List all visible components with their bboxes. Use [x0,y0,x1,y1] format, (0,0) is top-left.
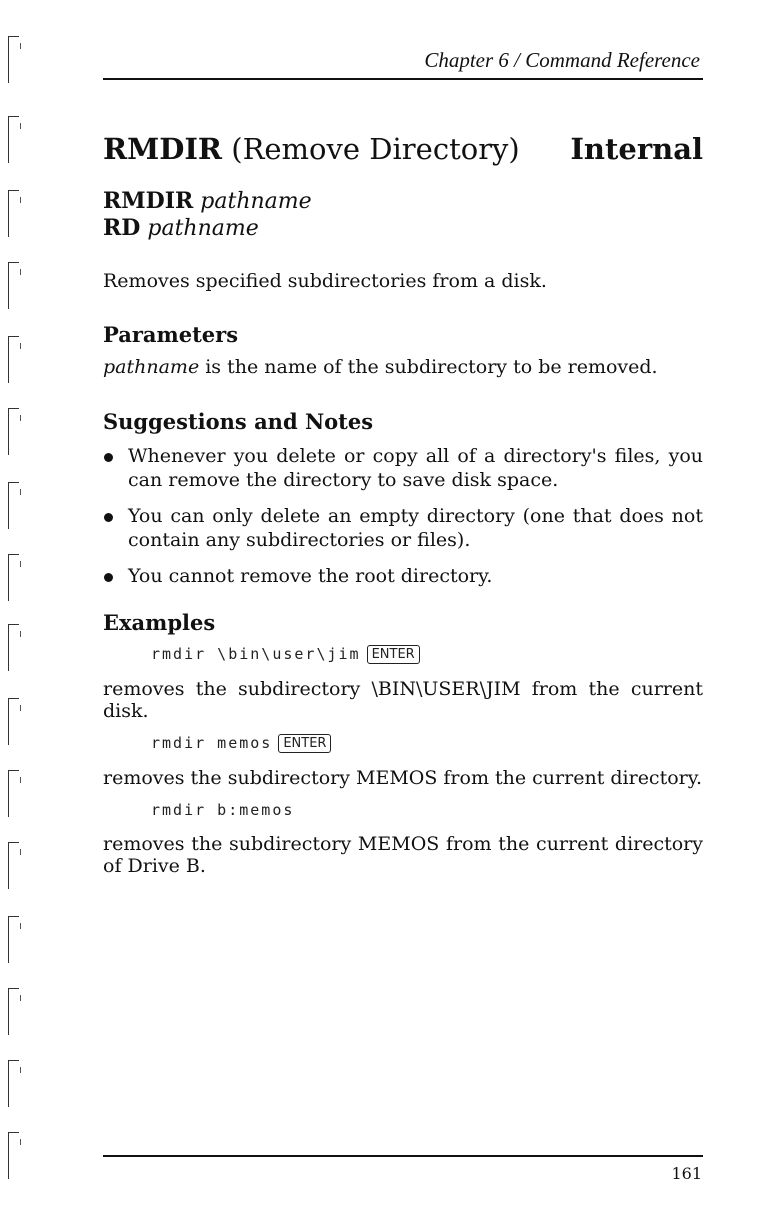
notes-heading: Suggestions and Notes [103,409,374,434]
code-text: rmdir b:memos [151,801,295,819]
margin-mark [8,116,19,163]
parameters-text [103,355,703,379]
syntax-line [103,215,703,242]
syntax-param: pathname [147,216,259,241]
syntax-line [103,188,703,215]
margin-mark [8,916,19,963]
margin-mark [8,482,19,529]
command-name: RMDIR [103,132,223,166]
running-header: Chapter 6 / Command Reference [424,48,700,72]
margin-mark [8,1132,19,1179]
margin-mark [8,1060,19,1107]
syntax-keyword: RD [103,215,141,241]
margin-mark [8,554,19,601]
example-code [151,645,703,664]
enter-key-icon: ENTER [278,734,331,753]
page-number: 161 [671,1164,702,1183]
syntax-param: pathname [200,189,312,214]
parameter-name: pathname [103,356,200,378]
enter-key-icon: ENTER [367,645,420,664]
parameter-description: is the name of the subdirectory to be removed. [205,356,658,378]
command-description: Removes specified subdirectories from a disk. [103,270,547,292]
bullet-icon [104,453,113,462]
margin-mark [8,988,19,1035]
header-rule [103,78,703,80]
syntax-keyword: RMDIR [103,188,194,214]
example-code [151,734,703,753]
example-description: removes the subdirectory MEMOS from the current directory. [103,767,702,789]
margin-mark [8,624,19,671]
example-description: removes the subdirectory \BIN\USER\JIM from the current disk. [103,678,703,722]
code-text: rmdir memos [151,734,273,752]
margin-mark [8,698,19,745]
examples-heading: Examples [103,610,216,635]
bullet-icon [104,573,113,582]
margin-mark [8,336,19,383]
command-title [103,132,520,166]
list-item [103,444,703,492]
example-code [151,801,703,819]
margin-mark [8,842,19,889]
notes-list [103,444,703,588]
margin-mark [8,770,19,817]
main-content [103,132,703,889]
command-full-name: (Remove Directory) [231,132,520,166]
note-text: You can only delete an empty directory (one that does not contain any subdirectories or files). [128,505,703,551]
parameters-heading: Parameters [103,322,239,347]
example-description: removes the subdirectory MEMOS from the current directory of Drive B. [103,833,703,877]
note-text: Whenever you delete or copy all of a directory's files, you can remove the directory to save disk space. [128,445,703,491]
margin-mark [8,36,19,83]
syntax-block [103,188,703,242]
command-title-row [103,132,703,166]
bullet-icon [104,513,113,522]
footer-rule [103,1155,703,1157]
margin-mark [8,190,19,237]
list-item [103,564,703,588]
command-type: Internal [570,132,703,166]
margin-mark [8,408,19,455]
list-item [103,504,703,552]
code-text: rmdir \bin\user\jim [151,645,361,663]
note-text: You cannot remove the root directory. [128,565,493,587]
margin-mark [8,262,19,309]
